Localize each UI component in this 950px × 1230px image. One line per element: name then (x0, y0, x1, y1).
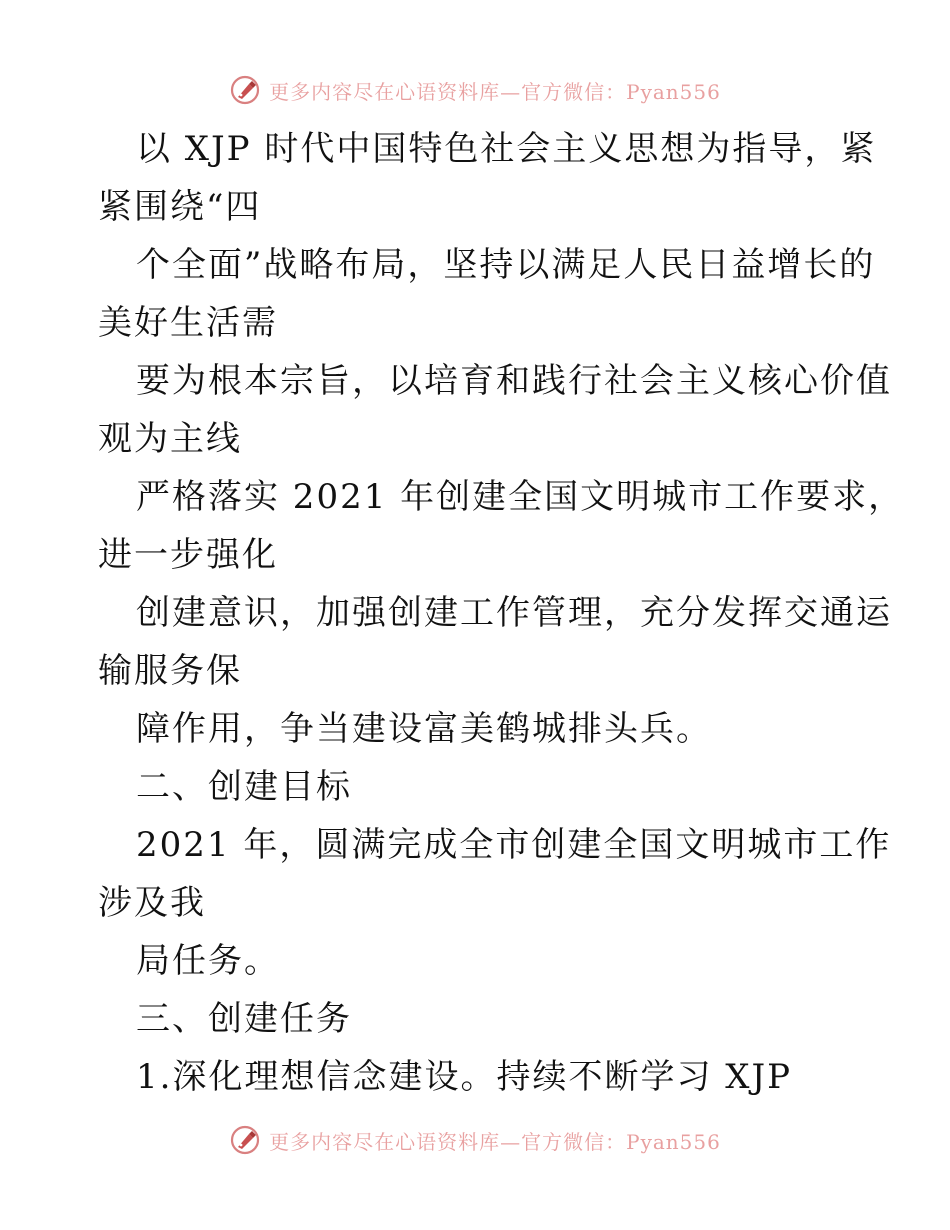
text-line: 障作用，争当建设富美鹤城排头兵。 (136, 709, 712, 749)
watermark-text: 更多内容尽在心语资料库—官方微信：Pyan556 (269, 1129, 721, 1154)
text-line: 三、创建任务 (136, 999, 352, 1039)
text-line: 紧围绕“四 (98, 187, 262, 227)
document-body (98, 120, 905, 1106)
text-line: 创建意识，加强创建工作管理，充分发挥交通运 (136, 593, 892, 633)
text-line: 涉及我 (98, 883, 206, 923)
text-line: 以 XJP 时代中国特色社会主义思想为指导，紧 (136, 129, 877, 169)
text-line: 进一步强化 (98, 535, 278, 575)
text-line: 1.深化理想信念建设。持续不断学习 XJP (136, 1057, 792, 1097)
text-line: 观为主线 (98, 419, 242, 459)
footer-watermark (0, 1120, 950, 1160)
text-line: 严格落实 2021 年创建全国文明城市工作要求， (136, 477, 905, 517)
text-line: 要为根本宗旨，以培育和践行社会主义核心价值 (136, 361, 892, 401)
text-line: 二、创建目标 (136, 767, 352, 807)
header-watermark (0, 70, 950, 110)
pen-nib-circle-icon (229, 1124, 261, 1156)
text-line: 2021 年，圆满完成全市创建全国文明城市工作 (136, 825, 892, 865)
text-line: 输服务保 (98, 651, 242, 691)
text-line: 局任务。 (136, 941, 280, 981)
pen-nib-circle-icon (229, 74, 261, 106)
text-line: 个全面”战略布局，坚持以满足人民日益增长的 (136, 245, 876, 285)
text-line: 美好生活需 (98, 303, 278, 343)
watermark-text: 更多内容尽在心语资料库—官方微信：Pyan556 (269, 79, 721, 104)
